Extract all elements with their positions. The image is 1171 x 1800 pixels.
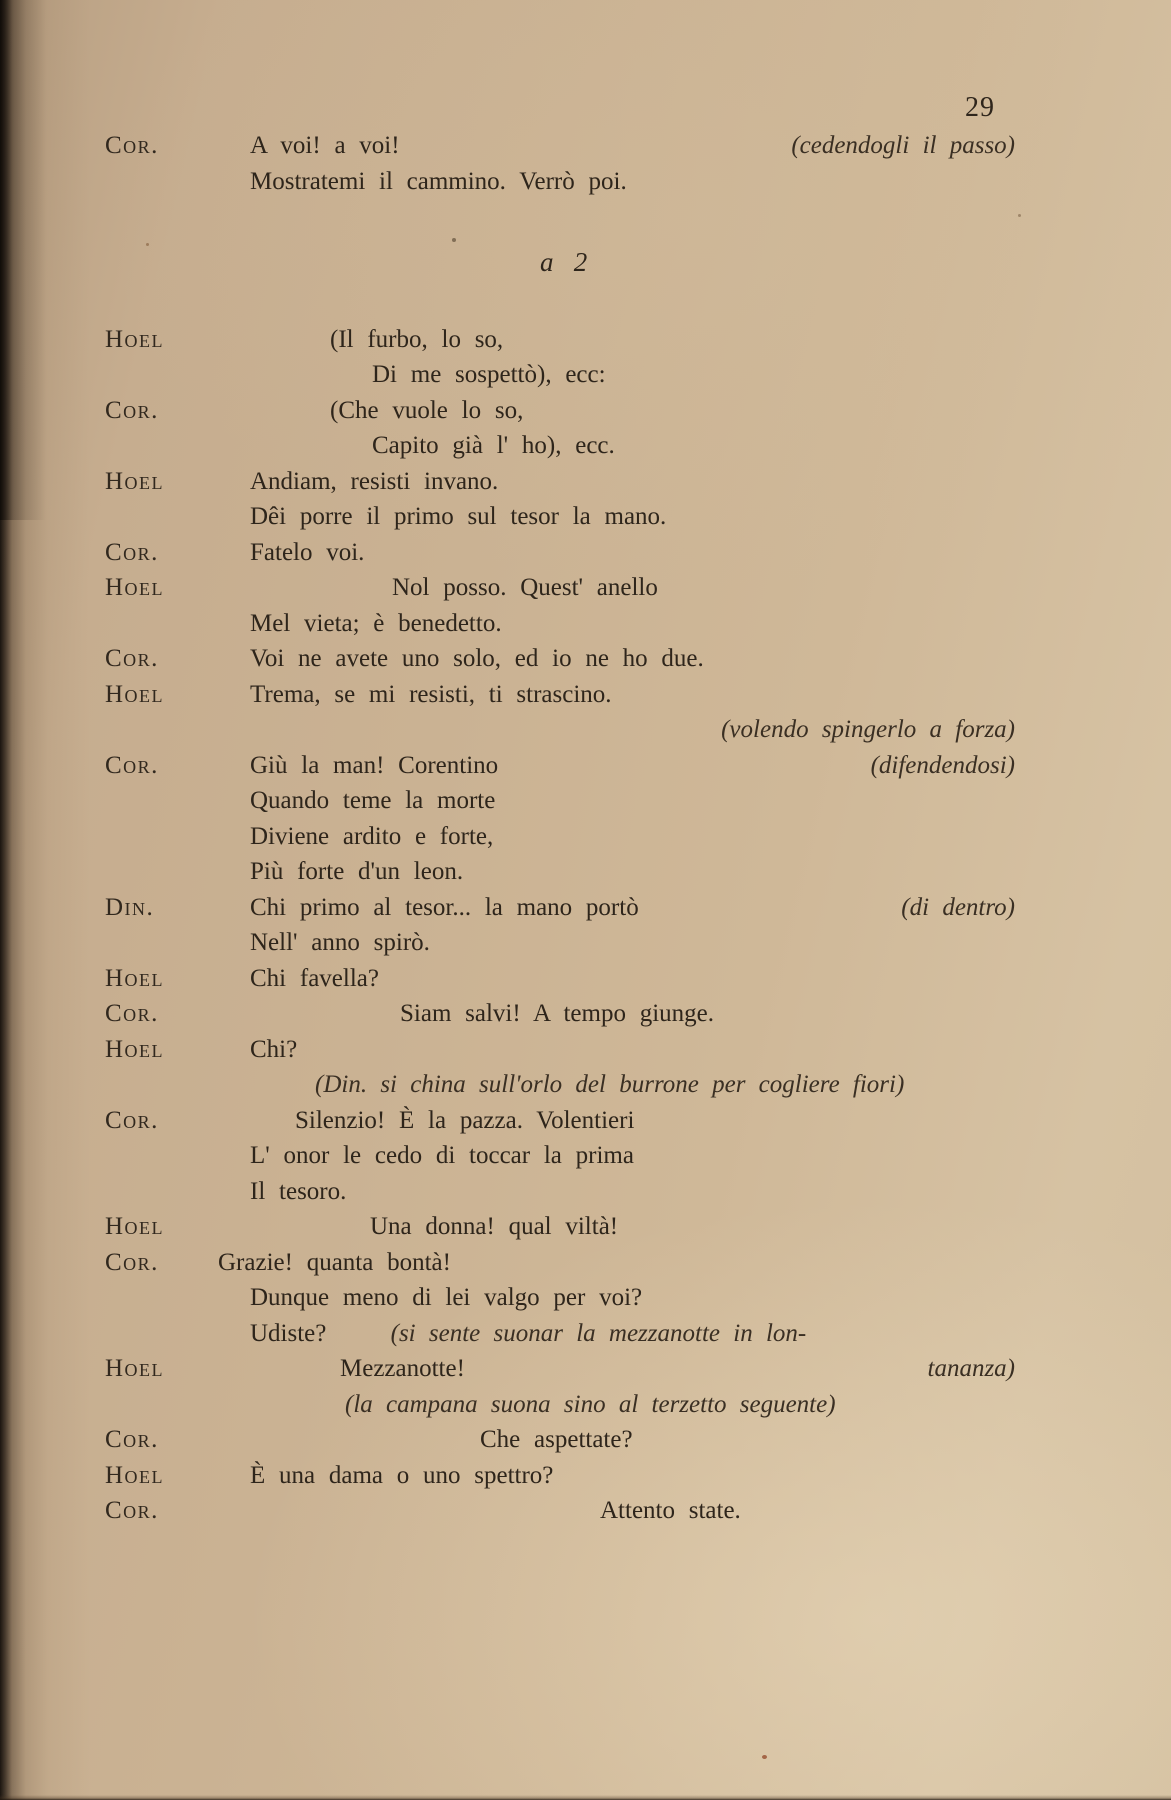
line-text: L' onor le cedo di toccar la prima — [250, 1142, 634, 1169]
speaker-label: Din. — [105, 893, 155, 921]
page-number: 29 — [965, 92, 995, 123]
libretto-script — [0, 128, 1171, 1529]
line-text: Quando teme la morte — [250, 787, 496, 814]
line-text: Chi favella? — [250, 964, 379, 992]
stage-direction-right: (cedendogli il passo) — [791, 132, 1015, 159]
speaker-label: Cor. — [105, 538, 159, 566]
speaker-label: Hoel — [105, 467, 165, 495]
stage-direction-right: (di dentro) — [901, 893, 1015, 921]
script-line — [0, 570, 1171, 606]
line-text: Mostratemi il cammino. Verrò poi. — [250, 167, 627, 195]
script-line — [0, 890, 1171, 926]
speaker-label: Cor. — [105, 396, 159, 424]
line-text: Chi primo al tesor... la mano portò — [250, 893, 639, 921]
script-line — [0, 925, 1171, 961]
script-line — [0, 164, 1171, 200]
script-line — [0, 854, 1171, 890]
script-line — [0, 1351, 1171, 1387]
line-text: Una donna! qual viltà! — [370, 1213, 619, 1240]
page-bottom-edge — [0, 1795, 1171, 1800]
line-text: Grazie! quanta bontà! — [218, 1248, 451, 1276]
line-text: Attento state. — [600, 1497, 741, 1524]
line-text: A voi! a voi! — [250, 132, 400, 159]
paper-speck — [762, 1755, 767, 1759]
line-text: Siam salvi! A tempo giunge. — [400, 1000, 715, 1027]
script-line — [0, 1032, 1171, 1068]
script-line — [0, 712, 1171, 748]
line-text: Chi? — [250, 1035, 298, 1063]
line-text: Giù la man! Corentino — [250, 751, 499, 779]
script-line — [0, 499, 1171, 535]
script-line — [0, 357, 1171, 393]
script-line — [0, 641, 1171, 677]
line-text: Il tesoro. — [250, 1177, 347, 1205]
speaker-label: Hoel — [105, 1355, 165, 1382]
speaker-label: Hoel — [105, 1213, 165, 1240]
stage-direction-right: tananza) — [927, 1355, 1015, 1382]
line-text: È una dama o uno spettro? — [250, 1461, 554, 1489]
line-text: (Il furbo, lo so, — [330, 325, 504, 353]
line-text: Dunque meno di lei valgo per voi? — [250, 1284, 643, 1311]
speaker-label: Cor. — [105, 645, 159, 672]
line-text: Nol posso. Quest' anello — [392, 574, 658, 601]
stage-direction-inline: (Din. si china sull'orlo del burrone per cogliere fiori) — [315, 1071, 905, 1098]
script-line — [0, 322, 1171, 358]
speaker-label: Hoel — [105, 1035, 165, 1063]
script-line — [0, 819, 1171, 855]
line-text: Diviene ardito e forte, — [250, 822, 494, 850]
script-line — [0, 961, 1171, 997]
script-line — [0, 1493, 1171, 1529]
speaker-label: Hoel — [105, 680, 165, 708]
script-line — [0, 393, 1171, 429]
line-text: Silenzio! È la pazza. Volentieri — [295, 1106, 635, 1134]
line-text: Capito già l' ho), ecc. — [372, 432, 615, 459]
script-line — [0, 606, 1171, 642]
line-text: Nell' anno spirò. — [250, 929, 430, 956]
speaker-label: Cor. — [105, 751, 159, 779]
line-text: Mezzanotte! — [340, 1355, 465, 1382]
script-line — [0, 1209, 1171, 1245]
speaker-label: Hoel — [105, 574, 165, 601]
script-line — [0, 1138, 1171, 1174]
speaker-label: Hoel — [105, 325, 165, 353]
stage-direction-right: (volendo spingerlo a forza) — [721, 716, 1015, 743]
speaker-label: Hoel — [105, 1461, 165, 1489]
script-line — [0, 535, 1171, 571]
script-line — [0, 677, 1171, 713]
line-text: Che aspettate? — [480, 1426, 633, 1453]
script-line — [0, 128, 1171, 164]
speaker-label: Cor. — [105, 1000, 159, 1027]
script-line — [0, 1316, 1171, 1352]
line-text: Trema, se mi resisti, ti strascino. — [250, 680, 612, 708]
script-line — [0, 428, 1171, 464]
line-text: Voi ne avete uno solo, ed io ne ho due. — [250, 645, 704, 672]
speaker-label: Cor. — [105, 132, 159, 159]
speaker-label: Cor. — [105, 1248, 159, 1276]
script-line — [0, 1174, 1171, 1210]
script-line — [0, 783, 1171, 819]
line-text: Più forte d'un leon. — [250, 858, 464, 885]
script-line — [0, 1067, 1171, 1103]
speaker-label: Cor. — [105, 1426, 159, 1453]
stage-direction-inline: (si sente suonar la mezzanotte in lon- — [390, 1319, 807, 1347]
line-text: Fatelo voi. — [250, 538, 365, 566]
line-text: Dêi porre il primo sul tesor la mano. — [250, 503, 667, 530]
line-text: a 2 — [540, 247, 588, 277]
speaker-label: Hoel — [105, 964, 165, 992]
speaker-label: Cor. — [105, 1106, 159, 1134]
script-line — [0, 1387, 1171, 1423]
line-text: (Che vuole lo so, — [330, 396, 524, 424]
script-line — [0, 996, 1171, 1032]
line-text: Udiste? — [250, 1319, 327, 1347]
line-text: Andiam, resisti invano. — [250, 467, 499, 495]
script-line — [0, 464, 1171, 500]
script-line — [0, 1245, 1171, 1281]
line-text: Mel vieta; è benedetto. — [250, 609, 502, 637]
script-line — [0, 1422, 1171, 1458]
script-line — [0, 1103, 1171, 1139]
script-line — [0, 1458, 1171, 1494]
script-line — [0, 1280, 1171, 1316]
stage-direction-right: (difendendosi) — [870, 751, 1015, 779]
script-line — [0, 245, 1171, 282]
speaker-label: Cor. — [105, 1497, 159, 1524]
script-line — [0, 748, 1171, 784]
line-text: Di me sospettò), ecc: — [372, 361, 606, 388]
stage-direction-inline: (la campana suona sino al terzetto seguente) — [345, 1390, 836, 1418]
